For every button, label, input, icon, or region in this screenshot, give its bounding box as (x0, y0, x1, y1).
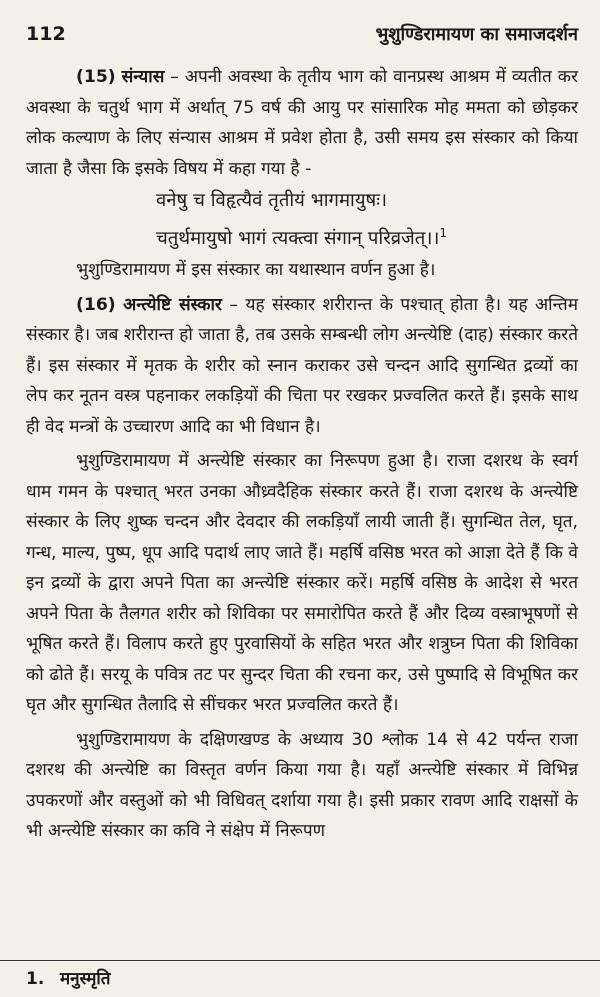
section-16-number: (16) (76, 294, 116, 315)
section-16-text: – यह संस्कार शरीरान्त के पश्चात् होता है। यह अन्तिम संस्कार है। जब शरीरान्त हो जाता है, तब उसके सम्बन्धी लोग अन्त्येष्टि (दाह) संस्कार करते हैं। इस संस्कार में मृतक के शरीर को स्नान कराकर उसे चन्दन आदि सुगन्धित द्रव्यों का लेप कर नूतन वस्त्र पहनाकर लकड़ियों की चिता पर रखकर प्रज्वलित करते हैं। इसके साथ ही वेद मन्त्रों के उच्चारण आदि का भी विधान है। (26, 294, 578, 437)
footnote-text: मनुस्मृति (60, 969, 111, 989)
page-body (26, 62, 578, 847)
section-16-term: अन्त्येष्टि संस्कार (123, 294, 222, 315)
page-header (26, 22, 578, 52)
section-15-text: – अपनी अवस्था के तृतीय भाग को वानप्रस्थ आश्रम में व्यतीत कर अवस्था के चतुर्थ भाग में अर्थात् 75 वर्ष की आयु पर सांसारिक मोह ममता को छोड़कर लोक कल्याण के लिए संन्यास आश्रम में प्रवेश होता है, उसी समय इस संस्कार को किया जाता है जैसा कि इसके विषय में कहा गया है - (26, 67, 578, 179)
section-15-number: (15) (76, 67, 116, 87)
section-16-paragraph (26, 290, 578, 443)
sanskrit-verse (26, 184, 578, 255)
paragraph-dasharath-funeral: भुशुण्डिरामायण में अन्त्येष्टि संस्कार का निरूपण हुआ है। राजा दशरथ के स्वर्ग धाम गमन के पश्चात् भरत उनका औध्र्वदैहिक संस्कार करते हैं। राजा दशरथ के अन्त्येष्टि संस्कार के लिए शुष्क चन्दन और देवदार की लकड़ियाँ लायी जाती हैं। सुगन्धित तेल, घृत, गन्ध, माल्य, पुष्प, धूप आदि पदार्थ लाए जाते हैं। महर्षि वसिष्ठ भरत को आज्ञा देते हैं कि वे इन द्रव्यों के द्वारा अपने पिता का अन्त्येष्टि संस्कार करें। महर्षि वसिष्ठ के आदेश से भरत अपने पिता के तैलगत शरीर को शिविका पर समारोपित करते हैं और दिव्य वस्त्राभूषणों से भूषित करते हैं। विलाप करते हुए पुरवासियों के सहित भरत और शत्रुघ्न पिता की शिविका को ढोते हैं। सरयू के पवित्र तट पर सुन्दर चिता की रचना कर, उसे पुष्पादि से विभूषित कर घृत और सुगन्धित तैलादि से सींचकर भरत प्रज्वलित करते हैं। (26, 451, 578, 716)
running-title: भुशुण्डिरामायण का समाजदर्शन (375, 24, 578, 45)
verse-line-1: वनेषु च विहृत्यैवं तृतीयं भागमायुषः। (156, 190, 388, 211)
verse-line-2: चतुर्थमायुषो भागं त्यक्त्वा संगान् परिव्रजेत्।। (156, 228, 440, 250)
section-15-conclusion: भुशुण्डिरामायण में इस संस्कार का यथास्थान वर्णन हुआ है। (76, 260, 436, 281)
footnote-reference: 1 (439, 226, 447, 240)
verse-line-2-wrap (26, 217, 578, 255)
footnote-marker: 1. (26, 969, 45, 989)
footnote-divider (0, 960, 600, 961)
section-15-paragraph (26, 62, 578, 184)
section-15-term: संन्यास (121, 67, 165, 87)
paragraph-dakshinkhand: भुशुण्डिरामायण के दक्षिणखण्ड के अध्याय 30 श्लोक 14 से 42 पर्यन्त राजा दशरथ की अन्त्येष्टि का विस्तृत वर्णन किया गया है। यहाँ अन्त्येष्टि संस्कार में विभिन्न उपकरणों और वस्तुओं को भी विधिवत् दर्शाया गया है। इसी प्रकार रावण आदि राक्षसों के भी अन्त्येष्टि संस्कार का कवि ने संक्षेप में निरूपण (26, 729, 578, 842)
page-number: 112 (26, 23, 66, 45)
footnote (26, 966, 110, 989)
